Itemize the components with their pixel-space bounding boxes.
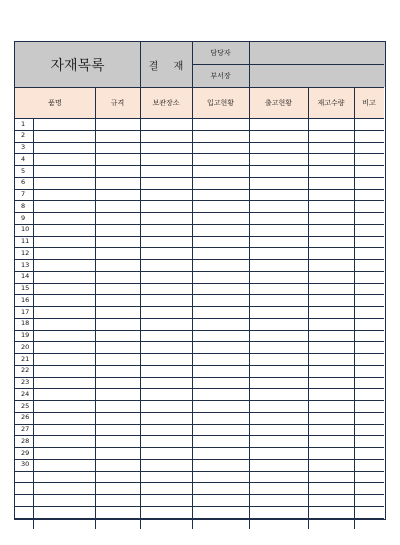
table-row[interactable] bbox=[15, 283, 384, 295]
grid-line-horizontal bbox=[15, 306, 384, 307]
grid-line-horizontal bbox=[15, 212, 384, 213]
grid-line-horizontal bbox=[15, 377, 384, 378]
row-number: 30 bbox=[21, 460, 30, 469]
grid-line-horizontal bbox=[15, 224, 384, 225]
table-row[interactable] bbox=[15, 330, 384, 342]
grid-line-horizontal bbox=[15, 365, 384, 366]
table-row[interactable] bbox=[15, 318, 384, 330]
grid-line-vertical bbox=[140, 42, 141, 87]
material-list-sheet bbox=[14, 41, 386, 520]
table-row[interactable] bbox=[15, 306, 384, 318]
table-row[interactable] bbox=[15, 412, 384, 424]
row-number: 8 bbox=[21, 201, 26, 210]
table-row[interactable] bbox=[15, 271, 384, 283]
table-row[interactable] bbox=[15, 494, 384, 506]
grid-line-horizontal bbox=[15, 247, 384, 248]
column-header-5 bbox=[249, 87, 308, 118]
table-row[interactable] bbox=[15, 236, 384, 248]
column-header-label: 출고현황 bbox=[264, 98, 293, 107]
column-header-label: 비고 bbox=[362, 98, 376, 107]
grid-line-horizontal bbox=[15, 318, 384, 319]
signer-1-sign-box[interactable] bbox=[249, 42, 385, 64]
grid-line-horizontal bbox=[15, 341, 384, 342]
row-number: 10 bbox=[21, 225, 30, 234]
row-number: 6 bbox=[21, 178, 26, 187]
row-number: 16 bbox=[21, 295, 30, 304]
table-row[interactable] bbox=[15, 177, 384, 189]
grid-line-horizontal bbox=[15, 471, 384, 472]
grid-line-vertical bbox=[249, 87, 250, 529]
table-row[interactable] bbox=[15, 200, 384, 212]
row-number: 15 bbox=[21, 284, 30, 293]
table-row[interactable] bbox=[15, 118, 384, 130]
table-row[interactable] bbox=[15, 447, 384, 459]
table-row[interactable] bbox=[15, 189, 384, 201]
row-number: 17 bbox=[21, 307, 30, 316]
table-row[interactable] bbox=[15, 294, 384, 306]
table-row[interactable] bbox=[15, 365, 384, 377]
table-row[interactable] bbox=[15, 400, 384, 412]
grid-line-horizontal bbox=[15, 118, 384, 119]
grid-line-vertical bbox=[140, 87, 141, 529]
row-number: 13 bbox=[21, 260, 30, 269]
grid-line-horizontal bbox=[15, 459, 384, 460]
table-row[interactable] bbox=[15, 482, 384, 494]
grid-line-horizontal bbox=[15, 177, 384, 178]
table-row[interactable] bbox=[15, 506, 384, 518]
grid-line-horizontal bbox=[15, 494, 384, 495]
grid-line-horizontal bbox=[15, 142, 384, 143]
grid-line-horizontal bbox=[192, 64, 384, 65]
grid-line-horizontal bbox=[15, 200, 384, 201]
row-number: 28 bbox=[21, 436, 30, 445]
grid-line-horizontal bbox=[15, 506, 384, 507]
grid-line-vertical bbox=[354, 87, 355, 529]
column-header-7 bbox=[354, 87, 384, 118]
row-number: 20 bbox=[21, 342, 30, 351]
table-row[interactable] bbox=[15, 130, 384, 142]
column-header-label: 규격 bbox=[110, 98, 125, 107]
table-row[interactable] bbox=[15, 224, 384, 236]
grid-line-horizontal bbox=[15, 388, 384, 389]
column-header-1 bbox=[15, 87, 95, 118]
grid-line-vertical bbox=[308, 87, 309, 529]
grid-line-vertical bbox=[249, 42, 250, 87]
approval-label-cell bbox=[140, 42, 192, 87]
grid-line-vertical bbox=[33, 118, 34, 529]
row-number: 5 bbox=[21, 166, 26, 175]
row-number: 12 bbox=[21, 248, 30, 257]
row-number: 4 bbox=[21, 154, 26, 163]
row-number: 25 bbox=[21, 401, 30, 410]
row-number: 26 bbox=[21, 413, 30, 422]
grid-line-vertical bbox=[192, 87, 193, 529]
grid-line-horizontal bbox=[15, 130, 384, 131]
table-row[interactable] bbox=[15, 153, 384, 165]
row-number: 22 bbox=[21, 366, 30, 375]
grid-line-vertical bbox=[95, 87, 96, 529]
table-row[interactable] bbox=[15, 247, 384, 259]
table-row[interactable] bbox=[15, 259, 384, 271]
table-row[interactable] bbox=[15, 424, 384, 436]
column-header-label: 입고현황 bbox=[206, 98, 235, 107]
grid-line-horizontal bbox=[15, 189, 384, 190]
row-number: 24 bbox=[21, 389, 30, 398]
grid-line-horizontal bbox=[15, 518, 384, 519]
page-title: 자재목록 bbox=[50, 57, 105, 74]
row-number: 9 bbox=[21, 213, 26, 222]
signer-1-label: 담당자 bbox=[210, 49, 231, 57]
row-number: 11 bbox=[21, 237, 30, 246]
row-number: 1 bbox=[21, 119, 26, 128]
table-row[interactable] bbox=[15, 212, 384, 224]
row-number: 29 bbox=[21, 448, 30, 457]
table-row[interactable] bbox=[15, 377, 384, 389]
grid-line-horizontal bbox=[15, 87, 384, 88]
table-row[interactable] bbox=[15, 435, 384, 447]
table-row[interactable] bbox=[15, 353, 384, 365]
row-number: 14 bbox=[21, 272, 30, 281]
table-row[interactable] bbox=[15, 142, 384, 154]
table-row[interactable] bbox=[15, 341, 384, 353]
approval-label: 결 재 bbox=[148, 61, 190, 72]
row-number: 2 bbox=[21, 131, 26, 140]
grid-line-horizontal bbox=[15, 330, 384, 331]
table-row[interactable] bbox=[15, 165, 384, 177]
signer-2-label-cell bbox=[192, 64, 249, 87]
grid-line-horizontal bbox=[15, 236, 384, 237]
grid-line-horizontal bbox=[15, 447, 384, 448]
grid-line-horizontal bbox=[15, 400, 384, 401]
grid-line-horizontal bbox=[15, 353, 384, 354]
row-number: 27 bbox=[21, 425, 30, 434]
row-number: 21 bbox=[21, 354, 30, 363]
row-number: 3 bbox=[21, 143, 26, 152]
row-number: 19 bbox=[21, 331, 30, 340]
grid-line-horizontal bbox=[15, 271, 384, 272]
column-header-label: 보관장소 bbox=[152, 98, 180, 107]
column-header-3 bbox=[140, 87, 192, 118]
table-row[interactable] bbox=[15, 518, 384, 530]
table-row[interactable] bbox=[15, 459, 384, 471]
column-header-4 bbox=[192, 87, 249, 118]
grid-line-horizontal bbox=[15, 165, 384, 166]
signer-1-label-cell bbox=[192, 42, 249, 64]
column-header-label: 품명 bbox=[48, 98, 62, 107]
signer-2-sign-box[interactable] bbox=[249, 64, 385, 87]
table-row[interactable] bbox=[15, 471, 384, 483]
grid-line-horizontal bbox=[15, 424, 384, 425]
grid-line-horizontal bbox=[15, 412, 384, 413]
row-number: 18 bbox=[21, 319, 30, 328]
column-header-6 bbox=[308, 87, 354, 118]
row-number: 23 bbox=[21, 378, 30, 387]
title-cell bbox=[15, 42, 140, 87]
table-row[interactable] bbox=[15, 388, 384, 400]
grid-line-horizontal bbox=[15, 435, 384, 436]
row-number: 7 bbox=[21, 190, 26, 199]
grid-line-horizontal bbox=[15, 259, 384, 260]
grid-line-horizontal bbox=[15, 294, 384, 295]
grid-line-vertical bbox=[192, 42, 193, 87]
column-header-label: 재고수량 bbox=[317, 98, 345, 107]
grid-line-horizontal bbox=[15, 482, 384, 483]
grid-line-horizontal bbox=[15, 283, 384, 284]
signer-2-label: 부서장 bbox=[210, 71, 231, 80]
grid-line-horizontal bbox=[15, 153, 384, 154]
column-header-2 bbox=[95, 87, 140, 118]
